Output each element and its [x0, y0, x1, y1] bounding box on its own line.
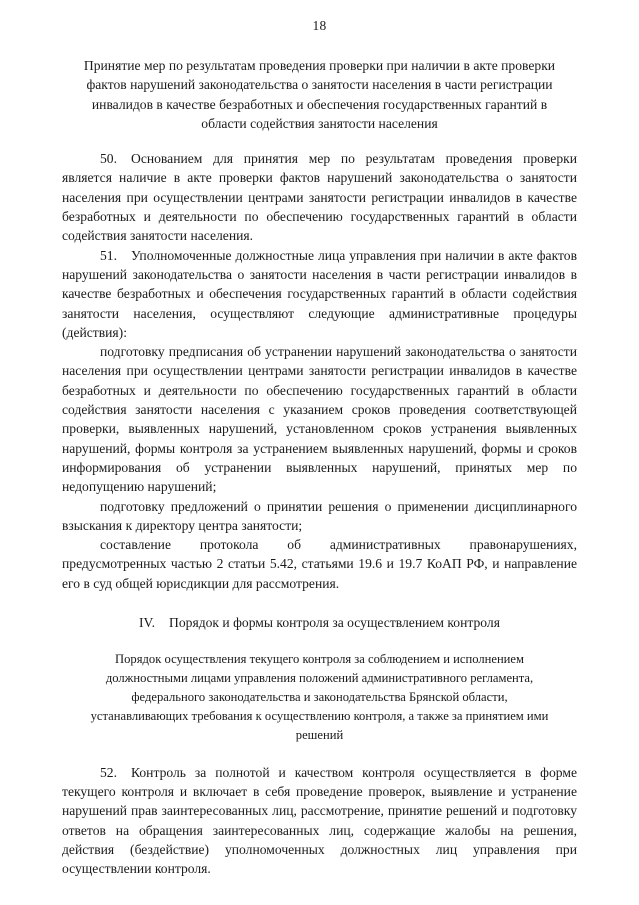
paragraph-50-text: Основанием для принятия мер по результатам проведения проверки является наличие в акте проверки фактов нарушений законодательства о занятости населения при осуществлении центрами занятости регистрации инвалидов в качестве безработных и деятельности по обеспечению государственных гарантий в области содействия занятости населения. — [62, 151, 577, 244]
paragraph-52-number: 52. — [100, 764, 117, 780]
section-title — [62, 613, 577, 632]
paragraph-51-item-1: подготовку предписания об устранении нарушений законодательства о занятости населения при осуществлении центрами занятости регистрации инвалидов в качестве безработных и деятельности по обеспечению государственных гарантий в области содействия занятости населения с указанием сроков проведения соответствующей проверки, выявленных нарушений, установленном сроков устранения выявленных нарушений, формы контроля за устранением выявленных нарушений, формы и сроков информирования об устранении выявленных нарушений, принятых мер по недопущению нарушений; — [62, 344, 577, 495]
paragraph-52-text: Контроль за полнотой и качеством контроля осуществляется в форме текущего контроля и включает в себя проведение проверок, выявление и устранение нарушений прав заинтересованных лиц, рассмотрение, принятие решений и подготовку ответов на обращения заинтересованных лиц, содержащие жалобы на решения, действия (бездействие) уполномоченных должностных лиц управления при осуществлении контроля. — [62, 764, 577, 877]
paragraph-51 — [62, 246, 577, 342]
paragraph-51-item-3: составление протокола об административных правонарушениях, предусмотренных частью 2 статьи 5.42, статьями 19.6 и 19.7 КоАП РФ, и направление его в суд общей юрисдикции для рассмотрения. — [62, 537, 577, 591]
page-number: 18 — [312, 18, 327, 33]
paragraph-51-number: 51. — [100, 247, 117, 263]
paragraph-50-number: 50. — [100, 151, 117, 167]
paragraph-52 — [62, 763, 577, 879]
document-heading: Принятие мер по результатам проведения проверки при наличии в акте проверки фактов нарушений законодательства о занятости населения в части регистрации инвалидов в качестве безработных и обеспечения государственных гарантий в области содействия занятости населения — [83, 58, 556, 131]
section-roman-numeral: IV. — [139, 615, 156, 631]
paragraph-50 — [62, 149, 577, 245]
paragraph-51-item-2: подготовку предложений о принятии решения о применении дисциплинарного взыскания к директору центра занятости; — [62, 498, 577, 533]
paragraph-51-text: Уполномоченные должностные лица управления при наличии в акте фактов нарушений законодательства о занятости населения в части регистрации инвалидов в качестве безработных и обеспечения государственных гарантий в области содействия занятости населения, осуществляют следующие административные процедуры (действия): — [62, 247, 577, 340]
section-title-text: Порядок и формы контроля за осуществлением контроля — [169, 615, 500, 631]
section-subheading: Порядок осуществления текущего контроля за соблюдением и исполнением должностными лицами управления положений административного регламента, федерального законодательства и законодательства Брянской области, устанавливающих требования к осуществлению контроля, а также за принятием ими решений — [90, 652, 549, 742]
